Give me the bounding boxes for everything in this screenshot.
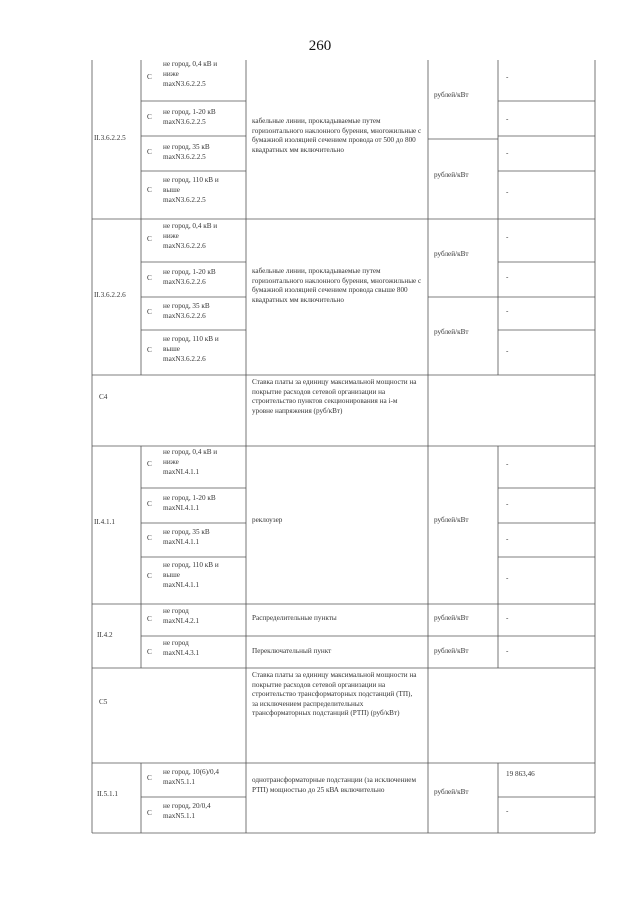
subrow-condition: maxN3.6.2.2.6 xyxy=(163,355,206,363)
subrow-condition: не город, 35 кВ xyxy=(163,528,210,536)
subrow-letter: С xyxy=(147,648,152,656)
row-description: Переключательный пункт xyxy=(252,647,332,655)
value-cell: - xyxy=(506,73,509,81)
subrow-letter: С xyxy=(147,235,152,243)
subrow-condition: не город, 110 кВ и xyxy=(163,561,219,569)
subrow-letter: С xyxy=(147,534,152,542)
subrow-condition: maxNI.4.3.1 xyxy=(163,649,200,657)
page-number: 260 xyxy=(308,38,332,54)
subrow-condition: maxN5.1.1 xyxy=(163,778,195,786)
subrow-condition: maxN3.6.2.2.6 xyxy=(163,312,206,320)
subrow-letter: С xyxy=(147,113,152,121)
subrow-condition: выше xyxy=(163,571,180,579)
subrow-condition: maxN3.6.2.2.5 xyxy=(163,118,206,126)
subrow-condition: выше xyxy=(163,345,180,353)
unit-label: рублей/кВт xyxy=(434,91,469,99)
value-cell: - xyxy=(506,347,509,355)
subrow-condition: maxNI.4.1.1 xyxy=(163,504,200,512)
value-cell: - xyxy=(506,574,509,582)
subrow-condition: не город, 0,4 кВ и xyxy=(163,448,218,456)
subrow-condition: maxN3.6.2.2.5 xyxy=(163,80,206,88)
subrow-condition: maxN5.1.1 xyxy=(163,812,195,820)
subrow-letter: С xyxy=(147,615,152,623)
subrow-letter: С xyxy=(147,186,152,194)
subrow-letter: С xyxy=(147,500,152,508)
value-cell: - xyxy=(506,149,509,157)
value-cell: - xyxy=(506,233,509,241)
subrow-condition: maxN3.6.2.2.5 xyxy=(163,153,206,161)
subrow-condition: maxN3.6.2.2.5 xyxy=(163,196,206,204)
subrow-condition: maxNI.4.1.1 xyxy=(163,468,200,476)
subrow-condition: не город, 0,4 кВ и xyxy=(163,60,218,68)
row-code: С4 xyxy=(99,393,108,401)
row-code: II.5.1.1 xyxy=(97,790,118,798)
value-cell: - xyxy=(506,535,509,543)
row-code: II.4.2 xyxy=(97,631,113,639)
subrow-condition: не город, 1-20 кВ xyxy=(163,108,216,116)
subrow-condition: не город, 1-20 кВ xyxy=(163,268,216,276)
subrow-letter: С xyxy=(147,809,152,817)
row-description: Ставка платы за единицу максимальной мощности на покрытие расходов сетевой организации на строительство трансформаторных подстанций (ТП), за исключением распределительных трансформаторных подстанций (РТП) (руб/кВт) xyxy=(252,671,417,718)
value-cell: - xyxy=(506,307,509,315)
subrow-condition: maxNI.4.2.1 xyxy=(163,617,200,625)
value-cell: - xyxy=(506,647,509,655)
subrow-letter: С xyxy=(147,346,152,354)
subrow-letter: С xyxy=(147,460,152,468)
subrow-condition: ниже xyxy=(163,458,179,466)
value-cell: - xyxy=(506,273,509,281)
row-code: С5 xyxy=(99,698,108,706)
subrow-condition: maxN3.6.2.2.6 xyxy=(163,242,206,250)
unit-label: рублей/кВт xyxy=(434,647,469,655)
row-code: II.4.1.1 xyxy=(94,518,115,526)
subrow-condition: не город xyxy=(163,639,189,647)
subrow-condition: maxNI.4.1.1 xyxy=(163,581,200,589)
unit-label: рублей/кВт xyxy=(434,788,469,796)
value-cell: - xyxy=(506,614,509,622)
value-cell: 19 863,46 xyxy=(506,770,535,778)
subrow-letter: С xyxy=(147,73,152,81)
unit-label: рублей/кВт xyxy=(434,516,469,524)
subrow-condition: maxNI.4.1.1 xyxy=(163,538,200,546)
subrow-condition: не город, 0,4 кВ и xyxy=(163,222,218,230)
row-description: кабельные линии, прокладываемые путем горизонтального наклонного бурения, многожильные с бумажной изоляцией сечением провода свыше 800 квадратных мм включительно xyxy=(252,267,422,304)
subrow-condition: не город, 20/0,4 xyxy=(163,802,211,810)
row-description: реклоузер xyxy=(252,516,283,524)
value-cell: - xyxy=(506,807,509,815)
subrow-letter: С xyxy=(147,774,152,782)
subrow-condition: не город, 1-20 кВ xyxy=(163,494,216,502)
subrow-condition: maxN3.6.2.2.6 xyxy=(163,278,206,286)
row-description: Ставка платы за единицу максимальной мощности на покрытие расходов сетевой организации на строительство пунктов секционирования на i-м уровне напряжения (руб/кВт) xyxy=(252,378,417,415)
row-code: II.3.6.2.2.5 xyxy=(94,134,126,142)
value-cell: - xyxy=(506,188,509,196)
row-description: кабельные линии, прокладываемые путем горизонтального наклонного бурения, многожильные с бумажной изоляцией сечением провода от 500 до 800 квадратных мм включительно xyxy=(252,117,422,154)
value-cell: - xyxy=(506,115,509,123)
subrow-condition: ниже xyxy=(163,232,179,240)
value-cell: - xyxy=(506,500,509,508)
subrow-condition: ниже xyxy=(163,70,179,78)
subrow-letter: С xyxy=(147,308,152,316)
subrow-condition: выше xyxy=(163,186,180,194)
unit-label: рублей/кВт xyxy=(434,250,469,258)
subrow-condition: не город, 110 кВ и xyxy=(163,335,219,343)
unit-label: рублей/кВт xyxy=(434,171,469,179)
row-description: однотрансформаторные подстанции (за исключением РТП) мощностью до 25 кВА включительно xyxy=(252,776,417,794)
subrow-condition: не город, 35 кВ xyxy=(163,143,210,151)
unit-label: рублей/кВт xyxy=(434,328,469,336)
subrow-letter: С xyxy=(147,572,152,580)
unit-label: рублей/кВт xyxy=(434,614,469,622)
row-description: Распределительные пункты xyxy=(252,614,337,622)
subrow-letter: С xyxy=(147,148,152,156)
row-code: II.3.6.2.2.6 xyxy=(94,291,126,299)
subrow-condition: не город xyxy=(163,607,189,615)
subrow-condition: не город, 35 кВ xyxy=(163,302,210,310)
subrow-letter: С xyxy=(147,274,152,282)
subrow-condition: не город, 110 кВ и xyxy=(163,176,219,184)
subrow-condition: не город, 10(6)/0,4 xyxy=(163,768,219,776)
value-cell: - xyxy=(506,460,509,468)
